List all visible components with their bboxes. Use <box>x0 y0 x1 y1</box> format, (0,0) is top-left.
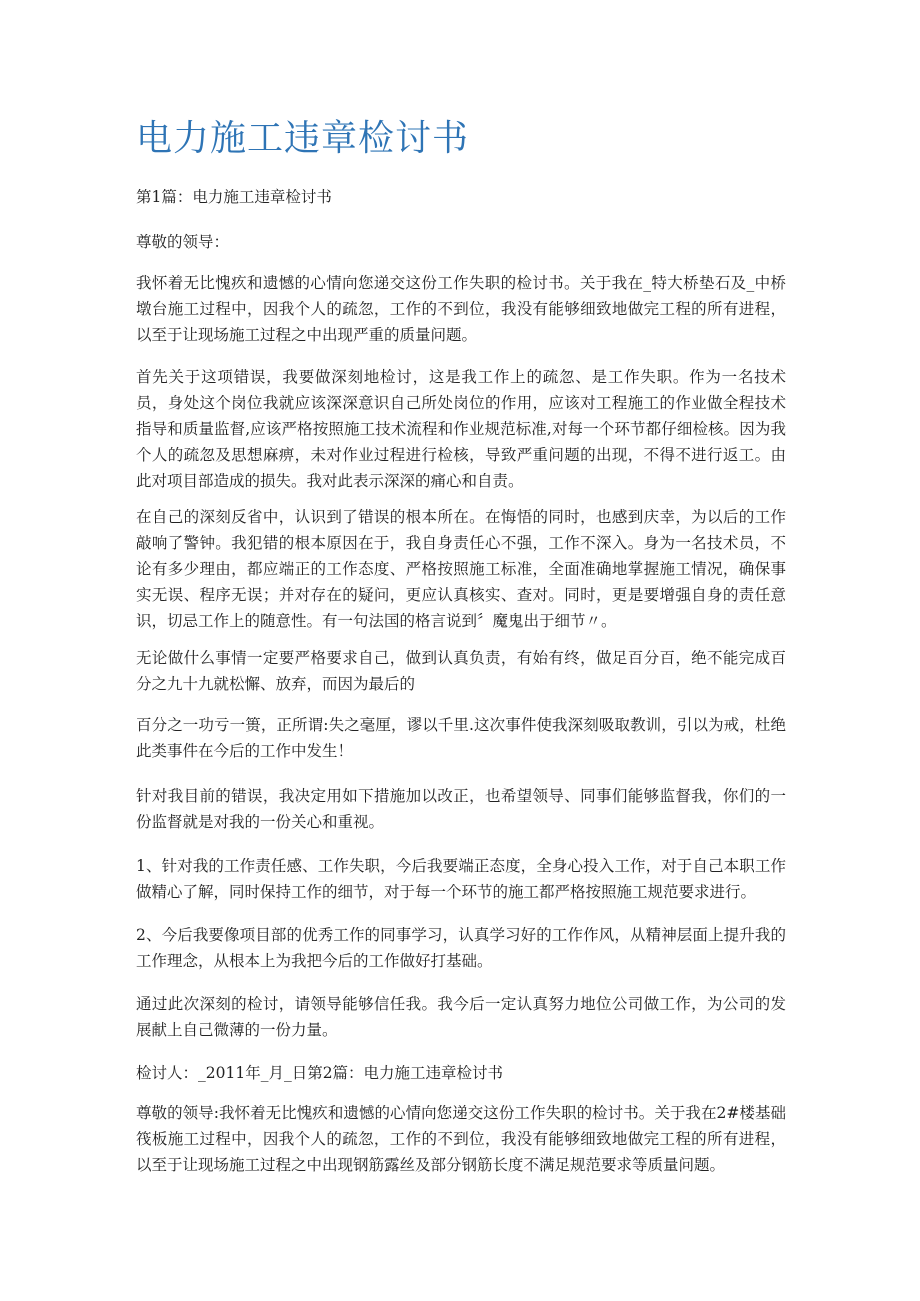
paragraph-reflection: 首先关于这项错误，我要做深刻地检讨，这是我工作上的疏忽、是工作失职。作为一名技术员，身处这个岗位我就应该深深意识自己所处岗位的作用，应该对工程施工的作业做全程技术指导和质量监督,应该严格按照施工技术流程和作业规范标准,对每一个环节都仔细检核。因为我个人的疏忽及思想麻痹，未对作业过程进行检核，导致严重问题的出现，不得不进行返工。由此对项目部造成的损失。我对此表示深深的痛心和自责。 <box>136 368 786 490</box>
paragraph-closing: 通过此次深刻的检讨，请领导能够信任我。我今后一定认真努力地位公司做工作，为公司的发展献上自己微薄的一份力量。 <box>136 995 786 1039</box>
paragraph-root-cause: 在自己的深刻反省中，认识到了错误的根本所在。在悔悟的同时，也感到庆幸，为以后的工作敲响了警钟。我犯错的根本原因在于，我自身责任心不强，工作不深入。身为一名技术员，不论有多少理由，都应端正的工作态度、严格按照施工标准，全面准确地掌握施工情况，确保事实无误、程序无误；并对存在的疑问，更应认真核实、查对。同时，更是要增强自身的责任意识，切忌工作上的随意性。有一句法国的格言说到〞魔鬼出于细节〃。 <box>136 508 786 630</box>
paragraph-intro: 我怀着无比愧疚和遗憾的心情向您递交这份工作失职的检讨书。关于我在_特大桥垫石及_中桥墩台施工过程中，因我个人的疏忽，工作的不到位，我没有能够细致地做完工程的所有进程，以至于让现场施工过程之中出现严重的质量问题。 <box>136 274 786 344</box>
list-item-measure-2: 2、今后我要像项目部的优秀工作的同事学习，认真学习好的工作作风，从精神层面上提升我的工作理念，从根本上为我把今后的工作做好打基础。 <box>136 926 786 970</box>
paragraph-requirement: 无论做什么事情一定要严格要求自己，做到认真负责，有始有终，做足百分百，绝不能完成百分之九十九就松懈、放弃，而因为最后的 <box>136 649 786 693</box>
section-heading: 第1篇：电力施工违章检讨书 <box>136 188 332 206</box>
signature-line: 检讨人：_2011年_月_日第2篇：电力施工违章检讨书 <box>136 1064 504 1082</box>
paragraph-second-letter: 尊敬的领导:我怀着无比愧疚和遗憾的心情向您递交这份工作失职的检讨书。关于我在2#楼基础筏板施工过程中，因我个人的疏忽，工作的不到位，我没有能够细致地做完工程的所有进程，以至于让现场施工过程之中出现钢筋露丝及部分钢筋长度不满足规范要求等质量问题。 <box>136 1104 786 1174</box>
paragraph-lesson: 百分之一功亏一篑，正所谓:失之毫厘，谬以千里.这次事件使我深刻吸取教训，引以为戒，杜绝此类事件在今后的工作中发生！ <box>136 716 786 760</box>
document-title: 电力施工违章检讨书 <box>136 118 470 159</box>
list-item-measure-1: 1、针对我的工作责任感、工作失职，今后我要端正态度，全身心投入工作，对于自己本职工作做精心了解，同时保持工作的细节，对于每一个环节的施工都严格按照施工规范要求进行。 <box>136 857 786 901</box>
salutation: 尊敬的领导： <box>136 233 230 251</box>
paragraph-measures-intro: 针对我目前的错误，我决定用如下措施加以改正，也希望领导、同事们能够监督我，你们的一份监督就是对我的一份关心和重视。 <box>136 787 786 831</box>
